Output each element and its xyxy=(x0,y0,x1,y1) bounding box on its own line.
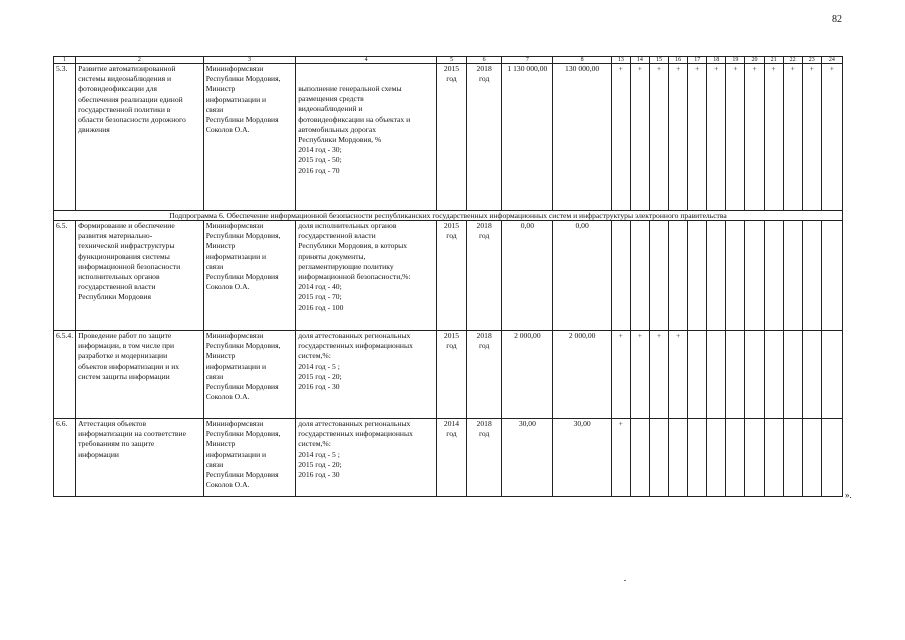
schedule-mark xyxy=(821,419,842,497)
column-number: 14 xyxy=(630,57,649,64)
responsible-executor-line: Республики Мордовия, xyxy=(205,341,281,351)
target-indicator-line: регламентирующие политику xyxy=(298,261,394,271)
responsible-executor-line: связи xyxy=(205,104,224,114)
schedule-mark xyxy=(649,221,668,331)
schedule-mark xyxy=(688,221,707,331)
responsible-executor-line: информатизации и xyxy=(205,251,267,261)
activity-name-line: объектов информатизации и их xyxy=(78,361,180,371)
responsible-executor xyxy=(203,64,295,211)
target-indicator-line: государственных информационных xyxy=(298,341,413,351)
end-year-line: год xyxy=(478,231,490,241)
responsible-executor xyxy=(203,221,295,331)
target-indicator xyxy=(296,221,437,331)
target-indicator-line: видеонаблюдений и xyxy=(298,104,363,114)
funding-total: 0,00 xyxy=(502,221,553,331)
responsible-executor-line: связи xyxy=(205,261,224,271)
schedule-mark xyxy=(764,419,783,497)
responsible-executor-line: Республики Мордовия xyxy=(205,470,279,480)
schedule-mark xyxy=(764,331,783,419)
schedule-mark xyxy=(630,419,649,497)
schedule-mark xyxy=(726,221,745,331)
row-number: 6.6. xyxy=(54,419,76,497)
schedule-mark: + xyxy=(802,64,821,211)
responsible-executor-line: Мининформсвязи xyxy=(205,419,264,428)
activity-name xyxy=(76,64,204,211)
target-indicator-line: государственной власти xyxy=(298,231,376,241)
start-year xyxy=(436,221,466,331)
activity-name-line: Республики Мордовия xyxy=(78,292,151,302)
scan-speck xyxy=(624,580,626,581)
funding-total: 30,00 xyxy=(502,419,553,497)
schedule-mark: + xyxy=(611,419,630,497)
activity-name-line: информационной безопасности xyxy=(78,261,181,271)
column-number: 21 xyxy=(764,57,783,64)
schedule-mark xyxy=(707,331,726,419)
target-indicator-line: 2016 год - 100 xyxy=(298,302,344,312)
target-indicator-line: 2015 год - 50; xyxy=(298,155,342,165)
activity-name xyxy=(76,331,204,419)
schedule-mark: + xyxy=(669,331,688,419)
responsible-executor-line: Мининформсвязи xyxy=(205,64,264,73)
column-number: 5 xyxy=(436,57,466,64)
row-number: 6.5. xyxy=(54,221,76,331)
schedule-mark: + xyxy=(688,64,707,211)
end-year-line: год xyxy=(478,429,490,439)
responsible-executor-line: Республики Мордовия, xyxy=(205,231,281,241)
schedule-mark xyxy=(669,419,688,497)
target-indicator xyxy=(296,331,437,419)
end-year xyxy=(467,221,502,331)
program-table xyxy=(53,56,843,497)
start-year-line: 2015 xyxy=(443,64,460,73)
schedule-mark: + xyxy=(783,64,802,211)
target-indicator-line: доля аттестованных региональных xyxy=(298,331,411,340)
schedule-mark xyxy=(745,221,764,331)
schedule-mark xyxy=(783,331,802,419)
schedule-mark xyxy=(802,419,821,497)
activity-name-line: функционирования системы xyxy=(78,251,170,261)
activity-name-line: требованиям по защите xyxy=(78,439,155,449)
schedule-mark xyxy=(783,419,802,497)
end-year xyxy=(467,331,502,419)
responsible-executor-line: Соколов О.А. xyxy=(205,125,250,135)
activity-name-line: Аттестация объектов xyxy=(78,419,147,428)
start-year-line: 2014 xyxy=(443,419,460,428)
column-number: 8 xyxy=(553,57,611,64)
responsible-executor-line: информатизации и xyxy=(205,361,267,371)
schedule-mark xyxy=(745,419,764,497)
responsible-executor-line: Республики Мордовия, xyxy=(205,74,281,84)
target-indicator-line: информационной безопасности,%: xyxy=(298,272,411,282)
target-indicator-line: систем,%: xyxy=(298,351,331,361)
target-indicator-line: доля исполнительных органов xyxy=(298,221,397,230)
start-year-line: год xyxy=(446,429,457,439)
column-number: 18 xyxy=(707,57,726,64)
responsible-executor-line: Мининформсвязи xyxy=(205,331,264,340)
spacer xyxy=(298,64,434,84)
target-indicator-line: 2014 год - 5 ; xyxy=(298,361,340,371)
end-year-line: 2018 xyxy=(476,331,492,340)
target-indicator-line: 2014 год - 30; xyxy=(298,145,342,155)
schedule-mark xyxy=(611,221,630,331)
responsible-executor-line: Министр xyxy=(205,241,236,251)
target-indicator-line: государственных информационных xyxy=(298,429,413,439)
schedule-mark xyxy=(802,221,821,331)
schedule-mark xyxy=(802,331,821,419)
responsible-executor-line: Мининформсвязи xyxy=(205,221,264,230)
schedule-mark: + xyxy=(630,331,649,419)
column-number: 2 xyxy=(76,57,204,64)
responsible-executor-line: связи xyxy=(205,371,224,381)
responsible-executor-line: Соколов О.А. xyxy=(205,282,250,292)
target-indicator xyxy=(296,419,437,497)
activity-name-line: системы видеонаблюдения и xyxy=(78,74,172,84)
target-indicator-line: 2014 год - 40; xyxy=(298,282,342,292)
end-year-line: год xyxy=(478,74,490,84)
schedule-mark: + xyxy=(764,64,783,211)
start-year-line: год xyxy=(446,74,457,84)
page-number: 82 xyxy=(832,14,842,25)
start-year-line: 2015 xyxy=(443,331,460,340)
target-indicator-line: 2014 год - 5 ; xyxy=(298,449,340,459)
responsible-executor-line: Республики Мордовия xyxy=(205,382,279,392)
activity-name-line: фотовидеофиксации для xyxy=(78,84,157,94)
target-indicator-line: 2016 год - 30 xyxy=(298,470,340,480)
schedule-mark: + xyxy=(821,64,842,211)
column-number: 24 xyxy=(821,57,842,64)
schedule-mark xyxy=(821,221,842,331)
funding-total: 2 000,00 xyxy=(502,331,553,419)
activity-name-line: развития материально- xyxy=(78,231,153,241)
responsible-executor-line: Соколов О.А. xyxy=(205,480,250,490)
column-number: 19 xyxy=(726,57,745,64)
activity-name-line: обеспечения реализации единой xyxy=(78,94,183,104)
column-number: 17 xyxy=(688,57,707,64)
schedule-mark xyxy=(630,221,649,331)
target-indicator-line: 2016 год - 70 xyxy=(298,165,340,175)
funding-total: 1 130 000,00 xyxy=(502,64,553,211)
closing-quote: ». xyxy=(845,490,852,500)
schedule-mark: + xyxy=(630,64,649,211)
target-indicator-line: 2015 год - 20; xyxy=(298,459,342,469)
schedule-mark: + xyxy=(611,331,630,419)
column-number: 23 xyxy=(802,57,821,64)
subprogram-title: Подпрограмма 6. Обеспечение информационной безопасности республиканских государственных информационных систем и инфраструктуры электронного правительства xyxy=(54,211,843,221)
column-number: 20 xyxy=(745,57,764,64)
schedule-mark xyxy=(707,221,726,331)
target-indicator-line: приняты документы, xyxy=(298,251,366,261)
responsible-executor-line: Министр xyxy=(205,84,236,94)
activity-name-line: исполнительных органов xyxy=(78,272,160,282)
table-row xyxy=(54,331,843,419)
funding-regional: 30,00 xyxy=(553,419,611,497)
activity-name-line: государственной власти xyxy=(78,282,156,292)
column-number: 1 xyxy=(54,57,76,64)
activity-name-line: Проведение работ по защите xyxy=(78,331,172,340)
responsible-executor-line: информатизации и xyxy=(205,449,267,459)
start-year xyxy=(436,64,466,211)
activity-name-line: государственной политики в xyxy=(78,104,171,114)
end-year-line: 2018 xyxy=(476,221,492,230)
schedule-mark: + xyxy=(707,64,726,211)
activity-name-line: систем защиты информации xyxy=(78,371,170,381)
target-indicator-line: доля аттестованных региональных xyxy=(298,419,411,428)
column-number: 16 xyxy=(669,57,688,64)
target-indicator-line: 2015 год - 70; xyxy=(298,292,342,302)
start-year-line: год xyxy=(446,231,457,241)
responsible-executor-line: Министр xyxy=(205,351,236,361)
responsible-executor xyxy=(203,419,295,497)
end-year xyxy=(467,419,502,497)
schedule-mark xyxy=(783,221,802,331)
end-year xyxy=(467,64,502,211)
start-year-line: год xyxy=(446,341,457,351)
responsible-executor-line: Республики Мордовия xyxy=(205,115,279,125)
schedule-mark xyxy=(821,331,842,419)
target-indicator-line: систем,%: xyxy=(298,439,331,449)
target-indicator-line: Республики Мордовия, в которых xyxy=(298,241,408,251)
activity-name xyxy=(76,419,204,497)
target-indicator-line: автомобильных дорогах xyxy=(298,124,377,134)
responsible-executor xyxy=(203,331,295,419)
funding-regional: 130 000,00 xyxy=(553,64,611,211)
column-number: 4 xyxy=(296,57,437,64)
start-year-line: 2015 xyxy=(443,221,460,230)
responsible-executor-line: связи xyxy=(205,459,224,469)
activity-name-line: Формирование и обеспечение xyxy=(78,221,175,230)
row-number: 6.5.4. xyxy=(54,331,76,419)
column-number: 13 xyxy=(611,57,630,64)
subprogram-row xyxy=(54,211,843,221)
schedule-mark: + xyxy=(669,64,688,211)
column-number: 22 xyxy=(783,57,802,64)
activity-name xyxy=(76,221,204,331)
responsible-executor-line: Соколов О.А. xyxy=(205,392,250,402)
table-row xyxy=(54,64,843,211)
responsible-executor-line: Министр xyxy=(205,439,236,449)
schedule-mark: + xyxy=(745,64,764,211)
column-number-row xyxy=(54,57,843,64)
column-number: 3 xyxy=(203,57,295,64)
target-indicator-line: фотовидеофиксации на объектах и xyxy=(298,114,411,124)
start-year xyxy=(436,419,466,497)
schedule-mark xyxy=(649,419,668,497)
activity-name-line: разработке и модернизации xyxy=(78,351,168,361)
responsible-executor-line: информатизации и xyxy=(205,94,267,104)
schedule-mark xyxy=(707,419,726,497)
funding-regional: 2 000,00 xyxy=(553,331,611,419)
activity-name-line: информации, в том числе при xyxy=(78,341,175,351)
schedule-mark xyxy=(688,419,707,497)
funding-regional: 0,00 xyxy=(553,221,611,331)
column-number: 7 xyxy=(502,57,553,64)
schedule-mark: + xyxy=(649,331,668,419)
start-year xyxy=(436,331,466,419)
responsible-executor-line: Республики Мордовия xyxy=(205,272,279,282)
target-indicator xyxy=(296,64,437,211)
activity-name-line: Развитие автоматизированной xyxy=(78,64,176,73)
end-year-line: 2018 xyxy=(476,64,492,73)
table-row xyxy=(54,419,843,497)
column-number: 15 xyxy=(649,57,668,64)
schedule-mark xyxy=(745,331,764,419)
activity-name-line: информатизации на соответствие xyxy=(78,429,186,439)
end-year-line: год xyxy=(478,341,490,351)
activity-name-line: информации xyxy=(78,449,119,459)
table-row xyxy=(54,221,843,331)
schedule-mark: + xyxy=(649,64,668,211)
end-year-line: 2018 xyxy=(476,419,492,428)
responsible-executor-line: Республики Мордовия, xyxy=(205,429,281,439)
activity-name-line: области безопасности дорожного xyxy=(78,115,186,125)
target-indicator-line: размещения средств xyxy=(298,94,364,104)
target-indicator-line: 2015 год - 20; xyxy=(298,371,342,381)
activity-name-line: технической инфраструктуры xyxy=(78,241,175,251)
target-indicator-line: Республики Мордовия, % xyxy=(298,135,382,145)
row-number: 5.3. xyxy=(54,64,76,211)
schedule-mark xyxy=(764,221,783,331)
schedule-mark xyxy=(726,331,745,419)
schedule-mark xyxy=(726,419,745,497)
schedule-mark xyxy=(669,221,688,331)
schedule-mark: + xyxy=(726,64,745,211)
schedule-mark: + xyxy=(611,64,630,211)
column-number: 6 xyxy=(467,57,502,64)
target-indicator-line: 2016 год - 30 xyxy=(298,382,340,392)
schedule-mark xyxy=(688,331,707,419)
activity-name-line: движения xyxy=(78,125,110,135)
target-indicator-line: выполнение генеральной схемы xyxy=(298,84,402,93)
